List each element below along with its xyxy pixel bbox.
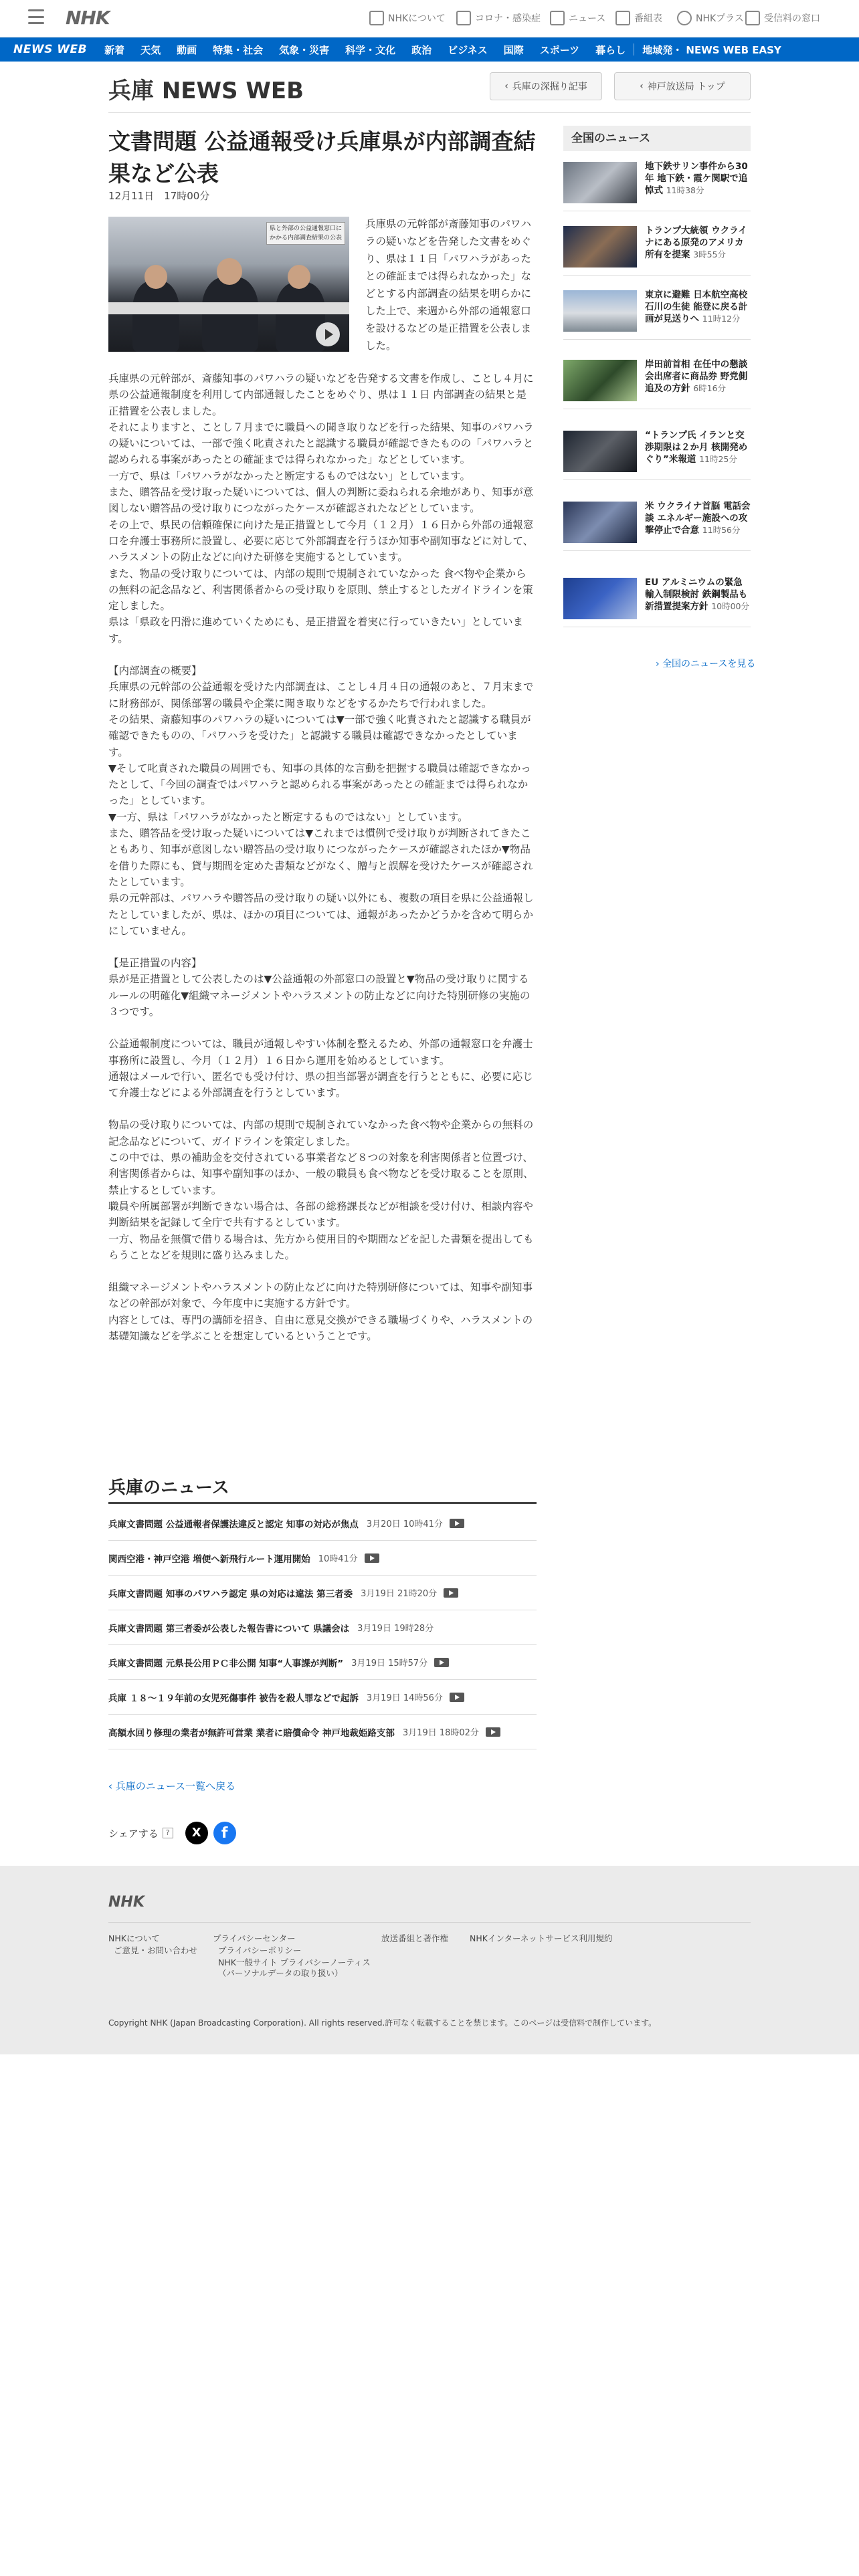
page-title[interactable]: 兵庫 NEWS WEB xyxy=(108,78,304,104)
sidebar-news-title[interactable]: 地下鉄サリン事件から30年 地下鉄・霞ケ関駅で追悼式 11時38分 xyxy=(645,161,748,196)
sidebar-news-title[interactable]: 岸田前首相 在任中の懇談会出席者に商品券 野党側 追及の方針 6時16分 xyxy=(645,359,748,394)
footer-link[interactable]: （パーソナルデータの取り扱い） xyxy=(218,1968,343,1978)
video-icon xyxy=(486,1727,500,1737)
util-link-schedule[interactable]: 番組表 xyxy=(615,11,662,25)
sidebar-news-item[interactable] xyxy=(563,285,751,340)
sidebar-news-title[interactable]: EU アルミニウムの緊急輸入制限検討 鉄鋼製品も新措置提案方針 10時00分 xyxy=(645,577,750,612)
facebook-share-icon[interactable]: f xyxy=(213,1822,236,1844)
sidebar-news-item[interactable] xyxy=(563,572,751,627)
deep-dive-button[interactable]: ‹ 兵庫の深掘り記事 xyxy=(490,72,602,100)
nhk-logo[interactable]: NHK xyxy=(66,7,110,29)
footer-link[interactable]: NHKインターネットサービス利用規約 xyxy=(470,1933,613,1943)
nav-item-sports[interactable]: スポーツ xyxy=(539,43,580,56)
util-link-fee[interactable]: 受信料の窓口 xyxy=(745,11,820,25)
press-conference-banner: 県と外部の公益通報窓口にかかる内部調査結果の公表 xyxy=(266,222,345,245)
video-icon xyxy=(434,1658,449,1667)
news-item-title[interactable]: 兵庫文書問題 元県長公用ＰＣ非公開 知事“人事課が判断” xyxy=(108,1658,344,1669)
related-news-heading: 兵庫のニュース xyxy=(108,1478,229,1498)
list-item[interactable] xyxy=(108,1610,537,1645)
menu-icon[interactable] xyxy=(28,9,44,24)
person-head xyxy=(145,265,167,289)
video-icon xyxy=(450,1693,464,1702)
article-paragraph: 兵庫県の元幹部が、斎藤知事のパワハラの疑いなどを告発する文書を作成し、ことし４月に県の公益通報制度を利用して内部通報したことをめぐり、県は１１日 内部調査の結果と是正措置を公表しました。 それによりますと、ことし７月までに職員への聞き取りなどを行った結果、知事のパワハラの疑いについては、一部で強く叱責されたと認識する職員が確認できたものの「パワハラと認められる事案があったとの確証までは得られなかった」などとしています。 一方で、県は「パワハラがなかったと断定するものではない」としています。 また、贈答品を受け取った疑いについては、個人の判断に委ねられる余地があり、知事が意図しない贈答品の受け取りにつながったケースが確認されたなどとしています。 その上で、県民の信頼確保に向けた是正措置として今月（１２月）１６日から外部の通報窓口を弁護士事務所に設置し、必要に応じて外部調査を行うほか知事や副知事などに対して、ハラスメントの防止などに向けた研修を実施するとしています。 また、物品の受け取りについては、内部の規則で規制されていなかった 食べ物や企業からの無料の記念品など、利害関係者からの受け取りを原則、禁止するとしたガイドラインを策定しました。 県は「県政を円滑に進めていくためにも、是正措置を着実に行っていきたい」としています。 xyxy=(108,372,534,645)
util-link-news[interactable]: ニュース xyxy=(550,11,605,25)
footer-link[interactable]: ご意見・お問い合わせ xyxy=(114,1945,198,1955)
news-item-title[interactable]: 兵庫文書問題 第三者委が公表した報告書について 県議会は xyxy=(108,1623,350,1634)
list-item[interactable] xyxy=(108,1541,537,1576)
divider xyxy=(108,112,751,113)
nhk-plus-icon xyxy=(677,11,692,25)
list-item[interactable] xyxy=(108,1645,537,1680)
sidebar-heading: 全国のニュース xyxy=(563,126,751,151)
news-item-title[interactable]: 兵庫文書問題 知事のパワハラ認定 県の対応は違法 第三者委 xyxy=(108,1588,353,1600)
copyright: Copyright NHK (Japan Broadcasting Corporation). All rights reserved.許可なく転載することを禁じます。このページは受信料で制作しています。 xyxy=(108,2018,657,2028)
news-item-date: 3月19日 18時02分 xyxy=(402,1728,479,1738)
news-item-date: 11時56分 xyxy=(702,525,741,535)
nav-item-business[interactable]: ビジネス xyxy=(448,43,488,56)
main-nav xyxy=(0,37,859,62)
footer-nhk-logo[interactable]: NHK xyxy=(108,1894,145,1911)
play-icon[interactable] xyxy=(316,322,340,346)
news-item-date: 3月19日 19時28分 xyxy=(357,1624,434,1634)
site-footer xyxy=(0,1866,859,2054)
footer-link[interactable]: NHK一般サイト プライバシーノーティス xyxy=(218,1957,371,1967)
article-date: 12月11日 17時00分 xyxy=(108,190,210,202)
person-head xyxy=(217,258,242,285)
nav-item-disaster[interactable]: 気象・災害 xyxy=(279,43,330,56)
person-figure xyxy=(202,277,258,352)
sidebar-news-item[interactable] xyxy=(563,425,751,480)
list-item[interactable] xyxy=(108,1715,537,1749)
chevron-left-icon: ‹ xyxy=(108,1780,116,1792)
press-table xyxy=(108,302,349,314)
news-item-title[interactable]: 兵庫文書問題 公益通報者保護法違反と認定 知事の対応が焦点 xyxy=(108,1519,359,1530)
sidebar-news-title[interactable]: トランプ大統領 ウクライナにある原発のアメリカ所有を提案 3時55分 xyxy=(645,225,747,260)
news-item-date: 11時12分 xyxy=(702,314,741,324)
related-news-list xyxy=(108,1506,537,1749)
newspaper-icon xyxy=(550,11,565,25)
sidebar-news-title[interactable]: “トランプ氏 イランと交渉期限は２か月 核開発めぐり”米報道 11時25分 xyxy=(645,430,748,465)
footer-link[interactable]: プライバシーセンター xyxy=(213,1933,296,1943)
article-paragraph: 【是正措置の内容】 県が是正措置として公表したのは▼公益通報の外部窓口の設置と▼物品の受け取りに関するルールの明確化▼組織マネージメントやハラスメントの防止などに向けた特別研修の実施の３つです。 xyxy=(108,957,531,1018)
chevron-right-icon: › xyxy=(656,659,663,669)
list-item[interactable] xyxy=(108,1506,537,1541)
share-bar xyxy=(108,1822,236,1844)
news-item-title[interactable]: 兵庫 １８～１９年前の女児死傷事件 被告を殺人罪などで起訴 xyxy=(108,1693,359,1704)
article-body xyxy=(108,370,537,1344)
sidebar-news-item[interactable] xyxy=(563,354,751,409)
back-to-list-link[interactable]: ‹ 兵庫のニュース一覧へ戻る xyxy=(108,1780,236,1792)
footer-link[interactable]: 放送番組と著作権 xyxy=(381,1933,449,1943)
chevron-left-icon: ‹ xyxy=(504,81,508,92)
util-link-corona[interactable]: コロナ・感染症 xyxy=(456,11,541,25)
person-figure xyxy=(132,281,179,352)
list-item[interactable] xyxy=(108,1576,537,1610)
news-thumbnail[interactable] xyxy=(563,360,637,401)
station-top-button[interactable]: ‹ 神戸放送局 トップ xyxy=(614,72,751,100)
national-news-more-link[interactable]: › 全国のニュースを見る xyxy=(656,659,756,669)
nav-item-life[interactable]: 暮らし xyxy=(595,43,626,56)
video-icon xyxy=(365,1553,379,1563)
nhk-about-icon xyxy=(369,11,384,25)
news-thumbnail[interactable] xyxy=(563,162,637,203)
help-icon[interactable]: ? xyxy=(163,1828,173,1838)
news-thumbnail[interactable] xyxy=(563,431,637,472)
top-utility-bar xyxy=(0,0,859,37)
news-thumbnail[interactable] xyxy=(563,502,637,543)
virus-icon xyxy=(456,11,471,25)
footer-link[interactable]: プライバシーポリシー xyxy=(218,1945,302,1955)
news-thumbnail[interactable] xyxy=(563,290,637,332)
sidebar-news-item[interactable] xyxy=(563,496,751,551)
article-paragraph: 公益通報制度については、職員が通報しやすい体制を整えるため、外部の通報窓口を弁護士事務所に設置し、今月（１２月）１６日から運用を始めるとしています。 通報はメールで行い、匿名でも受け付け、県の担当部署が調査を行うとともに、必要に応じて弁護士などによる外部調査を行うとしています。 xyxy=(108,1038,533,1099)
news-item-date: 11時25分 xyxy=(699,454,737,464)
news-thumbnail[interactable] xyxy=(563,578,637,619)
news-item-date: 3時55分 xyxy=(693,249,727,259)
news-item-title[interactable]: 関西空港・神戸空港 増便へ新飛行ルート運用開始 xyxy=(108,1553,310,1565)
article-video-thumbnail[interactable] xyxy=(108,217,349,352)
news-item-date: 3月20日 10時41分 xyxy=(366,1519,443,1529)
grid-icon xyxy=(615,11,630,25)
news-item-date: 3月19日 15時57分 xyxy=(351,1658,428,1669)
news-item-date: 10時00分 xyxy=(711,601,750,611)
nav-item-world[interactable]: 国際 xyxy=(503,43,524,56)
video-icon xyxy=(450,1519,464,1528)
sidebar-news-title[interactable]: 東京に避難 日本航空高校石川の生徒 能登に戻る計画が見送りへ 11時12分 xyxy=(645,290,748,324)
sidebar-news-item[interactable] xyxy=(563,156,751,211)
nav-item-politics[interactable]: 政治 xyxy=(411,43,432,56)
util-link-plus[interactable]: NHKプラス xyxy=(677,11,744,25)
news-item-date: 3月19日 21時20分 xyxy=(361,1589,438,1599)
news-web-logo[interactable]: NEWS WEB xyxy=(13,43,88,56)
news-item-date: 10時41分 xyxy=(318,1554,358,1564)
article-title: 文書問題 公益通報受け兵庫県が内部調査結果など公表 xyxy=(108,128,536,187)
sidebar-news-item[interactable] xyxy=(563,221,751,276)
share-label: シェアする xyxy=(108,1827,159,1840)
sidebar-news-title[interactable]: 米 ウクライナ首脳 電話会談 エネルギー施設への攻撃停止で合意 11時56分 xyxy=(645,501,751,536)
article-paragraph: 物品の受け取りについては、内部の規則で規制されていなかった食べ物や企業からの無料の記念品などについて、ガイドラインを策定しました。 この中では、県の補助金を交付されている事業者など８つの対象を利害関係者と位置づけ、利害関係者からは、知事や副知事のほか、一般の職員も食べ物などを受け取ることを原則、禁止するとしています。 職員や所属部署が判断できない場合は、各部の総務課長などが相談を受け付け、相談内容や判断結果を記録して全庁で共有するとしています。 一方、物品を無償で借りる場合は、先方から使用目的や期間などを記した書類を提出してもらうことなどを規則に盛り込みました。 xyxy=(108,1119,534,1261)
chevron-left-icon: ‹ xyxy=(640,81,644,92)
news-item-title[interactable]: 高額水回り修理の業者が無許可営業 業者に賠償命令 神戸地裁姫路支部 xyxy=(108,1727,395,1739)
article-paragraph: 【内部調査の概要】 兵庫県の元幹部の公益通報を受けた内部調査は、ことし４月４日の通報のあと、７月末までに財務部が、関係部署の職員や企業に聞き取りなどをするかたちで行われました。 その結果、斎藤知事のパワハラの疑いについては▼一部で強く叱責されたと認識する職員が確認できたものの、「パワハラを受けた」と認識する職員は確認できなかったとしています。 ▼そして叱責された職員の周囲でも、知事の具体的な言動を把握する職員は確認できなかったとして、「今回の調査ではパワハラと認められる事案があったとの確証までは得られなかった」としています。 ▼一方、県は「パワハラがなかったと断定するものではない」としています。 また、贈答品を受け取った疑いについては▼これまでは慣例で受け取りが判断されてきたこともあり、知事が意図しない贈答品の受け取りにつながったケースが確認されたほか▼物品を借りた際にも、貸与期間を定めた書類などがなく、贈与と誤解を受けたケースが確認されたとしています。 県の元幹部は、パワハラや贈答品の受け取りの疑い以外にも、複数の項目を県に公益通報したとしていましたが、県は、ほかの項目については、通報があったかどうかを含めて明らかにしていません。 xyxy=(108,665,534,937)
nav-item-video[interactable]: 動画 xyxy=(177,43,197,56)
divider xyxy=(108,1922,751,1923)
footer-link[interactable]: NHKについて xyxy=(108,1933,160,1943)
nav-item-new[interactable]: 新着 xyxy=(104,43,125,56)
news-item-date: 3月19日 14時56分 xyxy=(366,1693,443,1703)
x-share-icon[interactable]: X xyxy=(185,1822,208,1844)
nav-item-weather[interactable]: 天気 xyxy=(140,43,161,56)
nav-item-regional-easy[interactable]: 地域発・ NEWS WEB EASY xyxy=(642,43,781,56)
divider xyxy=(108,1502,537,1504)
video-icon xyxy=(444,1588,458,1598)
news-item-date: 11時38分 xyxy=(666,185,704,195)
news-thumbnail[interactable] xyxy=(563,226,637,267)
list-item[interactable] xyxy=(108,1680,537,1715)
nav-item-science[interactable]: 科学・文化 xyxy=(345,43,396,56)
nav-item-society[interactable]: 特集・社会 xyxy=(213,43,264,56)
person-head xyxy=(288,265,310,289)
receipt-icon xyxy=(745,11,760,25)
util-link-about[interactable]: NHKについて xyxy=(369,11,446,25)
article-lead: 兵庫県の元幹部が斎藤知事のパワハラの疑いなどを告発した文書をめぐり、県は１１日「パワハラがあったとの確証までは得られなかった」などとする内部調査の結果を明らかにした上で、来週から外部の通報窓口を設けるなどの是正措置を公表しました。 xyxy=(365,218,532,352)
article-paragraph: 組織マネージメントやハラスメントの防止などに向けた特別研修については、知事や副知事などの幹部が対象で、今年度中に実施する方針です。 内容としては、専門の講師を招き、自由に意見交換ができる職場づくりや、ハラスメントの基礎知識などを学ぶことを想定しているということです。 xyxy=(108,1281,533,1343)
news-item-date: 6時16分 xyxy=(693,383,727,393)
